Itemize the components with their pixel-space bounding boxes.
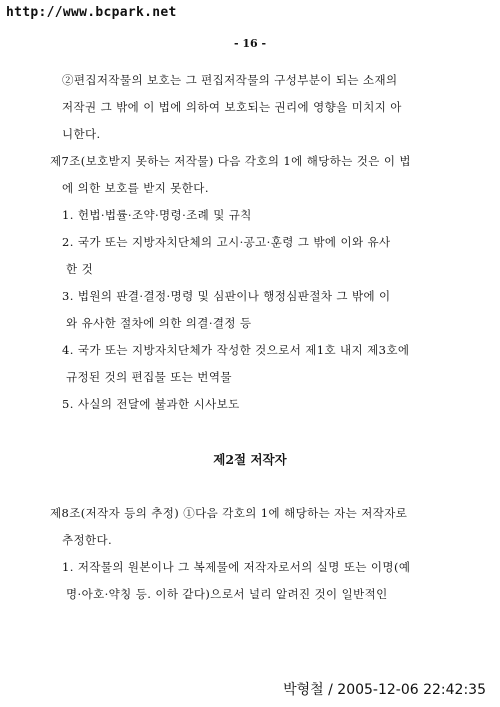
article-title-line: 제8조(저작자 등의 추정) ①다음 각호의 1에 해당하는 자는 저작자로 (50, 506, 408, 520)
body-line: ②편집저작물의 보호는 그 편집저작물의 구성부분이 되는 소재의 (62, 73, 398, 87)
list-item: 2. 국가 또는 지방자치단체의 고시·공고·훈령 그 밖에 이와 유사 (62, 235, 391, 249)
list-item-continuation: 명·아호·약칭 등. 이하 같다)으로서 널리 알려진 것이 일반적인 (66, 587, 388, 601)
list-item: 5. 사실의 전달에 불과한 시사보도 (62, 397, 240, 411)
page-number: - 16 - (233, 37, 267, 50)
list-item: 1. 저작물의 원본이나 그 복제물에 저작자로서의 실명 또는 이명(예 (62, 560, 411, 574)
watermark-url: http://www.bcpark.net (6, 5, 177, 20)
list-item-continuation: 한 것 (66, 262, 94, 276)
body-line: 에 의한 보호를 받지 못한다. (62, 181, 209, 195)
list-item: 3. 법원의 판결·결정·명령 및 심판이나 행정심판절차 그 밖에 이 (62, 289, 391, 303)
list-item: 4. 국가 또는 지방자치단체가 작성한 것으로서 제1호 내지 제3호에 (62, 343, 410, 357)
article-title-line: 제7조(보호받지 못하는 저작물) 다음 각호의 1에 해당하는 것은 이 법 (50, 154, 411, 168)
footer-stamp: 박형철 / 2005-12-06 22:42:35 (283, 682, 486, 698)
list-item: 1. 헌법·법률·조약·명령·조례 및 규칙 (62, 208, 252, 222)
body-line: 니한다. (62, 127, 101, 141)
list-item-continuation: 와 유사한 절차에 의한 의결·결정 등 (66, 316, 252, 330)
body-line: 저작권 그 밖에 이 법에 의하여 보호되는 권리에 영향을 미치지 아 (62, 100, 402, 114)
body-line: 추정한다. (62, 533, 113, 547)
section-heading: 제2절 저작자 (213, 452, 287, 467)
list-item-continuation: 규정된 것의 편집물 또는 번역물 (66, 370, 232, 384)
